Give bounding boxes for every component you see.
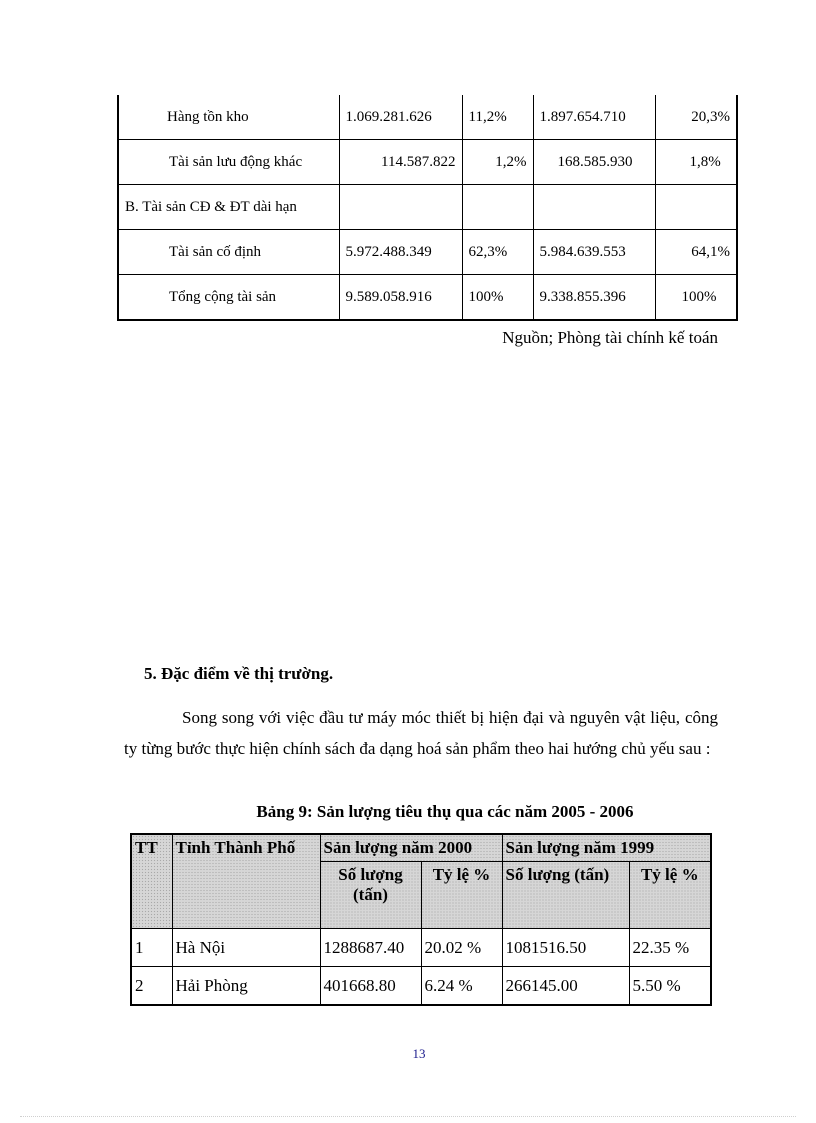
value-cell: 1.897.654.710 [533,95,655,140]
value-cell: 9.338.855.396 [533,275,655,321]
row-label: Tổng cộng tài sản [118,275,339,321]
header-quantity: Số lượng (tấn) [502,862,629,929]
table-row [118,140,737,185]
value-cell: 114.587.822 [339,140,462,185]
percent-cell [655,185,737,230]
percent-cell: 64,1% [655,230,737,275]
table-row [131,929,711,967]
sales-volume-table [130,833,712,1006]
page-number: 13 [412,1046,426,1061]
row-label: B. Tài sản CĐ & ĐT dài hạn [118,185,339,230]
percent-cell: 11,2% [462,95,533,140]
footer-divider [20,1116,796,1117]
table-row [118,230,737,275]
table-row [131,967,711,1006]
percent-cell: 20.02 % [421,929,502,967]
value-cell: 5.972.488.349 [339,230,462,275]
asset-structure-table [117,95,738,321]
section-heading: 5. Đặc điểm về thị trường. [144,664,334,683]
value-cell: 5.984.639.553 [533,230,655,275]
value-cell: 9.589.058.916 [339,275,462,321]
row-label: Tài sản cố định [118,230,339,275]
percent-cell: 20,3% [655,95,737,140]
percent-cell: 5.50 % [629,967,711,1006]
header-percent: Tỷ lệ % [629,862,711,929]
paragraph-text: Song song với việc đầu tư máy móc thiết bị hiện đại và nguyên vật liệu, công ty từng bước thực hiện chính sách đa dạng hoá sản phẩm theo hai hướng chủ yếu sau : [124,708,718,758]
header-year-1999: Sản lượng năm 1999 [502,834,711,862]
header-percent: Tỷ lệ % [421,862,502,929]
value-cell: 1.069.281.626 [339,95,462,140]
header-quantity: Số lượng (tấn) [320,862,421,929]
table-row [118,95,737,140]
row-label: Tài sản lưu động khác [118,140,339,185]
percent-cell: 1,2% [462,140,533,185]
table-caption [0,802,816,822]
quantity-cell: 401668.80 [320,967,421,1006]
header-tt: TT [131,834,172,929]
table-row [118,275,737,321]
tt-cell: 1 [131,929,172,967]
percent-cell [462,185,533,230]
quantity-cell: 266145.00 [502,967,629,1006]
row-label: Hàng tồn kho [118,95,339,140]
value-cell [533,185,655,230]
table-row [118,185,737,230]
percent-cell: 22.35 % [629,929,711,967]
percent-cell: 62,3% [462,230,533,275]
header-city: Tỉnh Thành Phố [172,834,320,929]
section-paragraph [124,702,718,764]
percent-cell: 1,8% [655,140,737,185]
tt-cell: 2 [131,967,172,1006]
quantity-cell: 1081516.50 [502,929,629,967]
table-caption-text: Bảng 9: Sản lượng tiêu thụ qua các năm 2005 - 2006 [256,802,634,821]
value-cell [339,185,462,230]
header-year-2000: Sản lượng năm 2000 [320,834,502,862]
sales-table-wrapper [130,833,714,1006]
source-note: Nguồn; Phòng tài chính kế toán [502,328,718,347]
city-cell: Hải Phòng [172,967,320,1006]
percent-cell: 6.24 % [421,967,502,1006]
percent-cell: 100% [462,275,533,321]
value-cell: 168.585.930 [533,140,655,185]
table-header-row [131,834,711,862]
percent-cell: 100% [655,275,737,321]
city-cell: Hà Nội [172,929,320,967]
quantity-cell: 1288687.40 [320,929,421,967]
